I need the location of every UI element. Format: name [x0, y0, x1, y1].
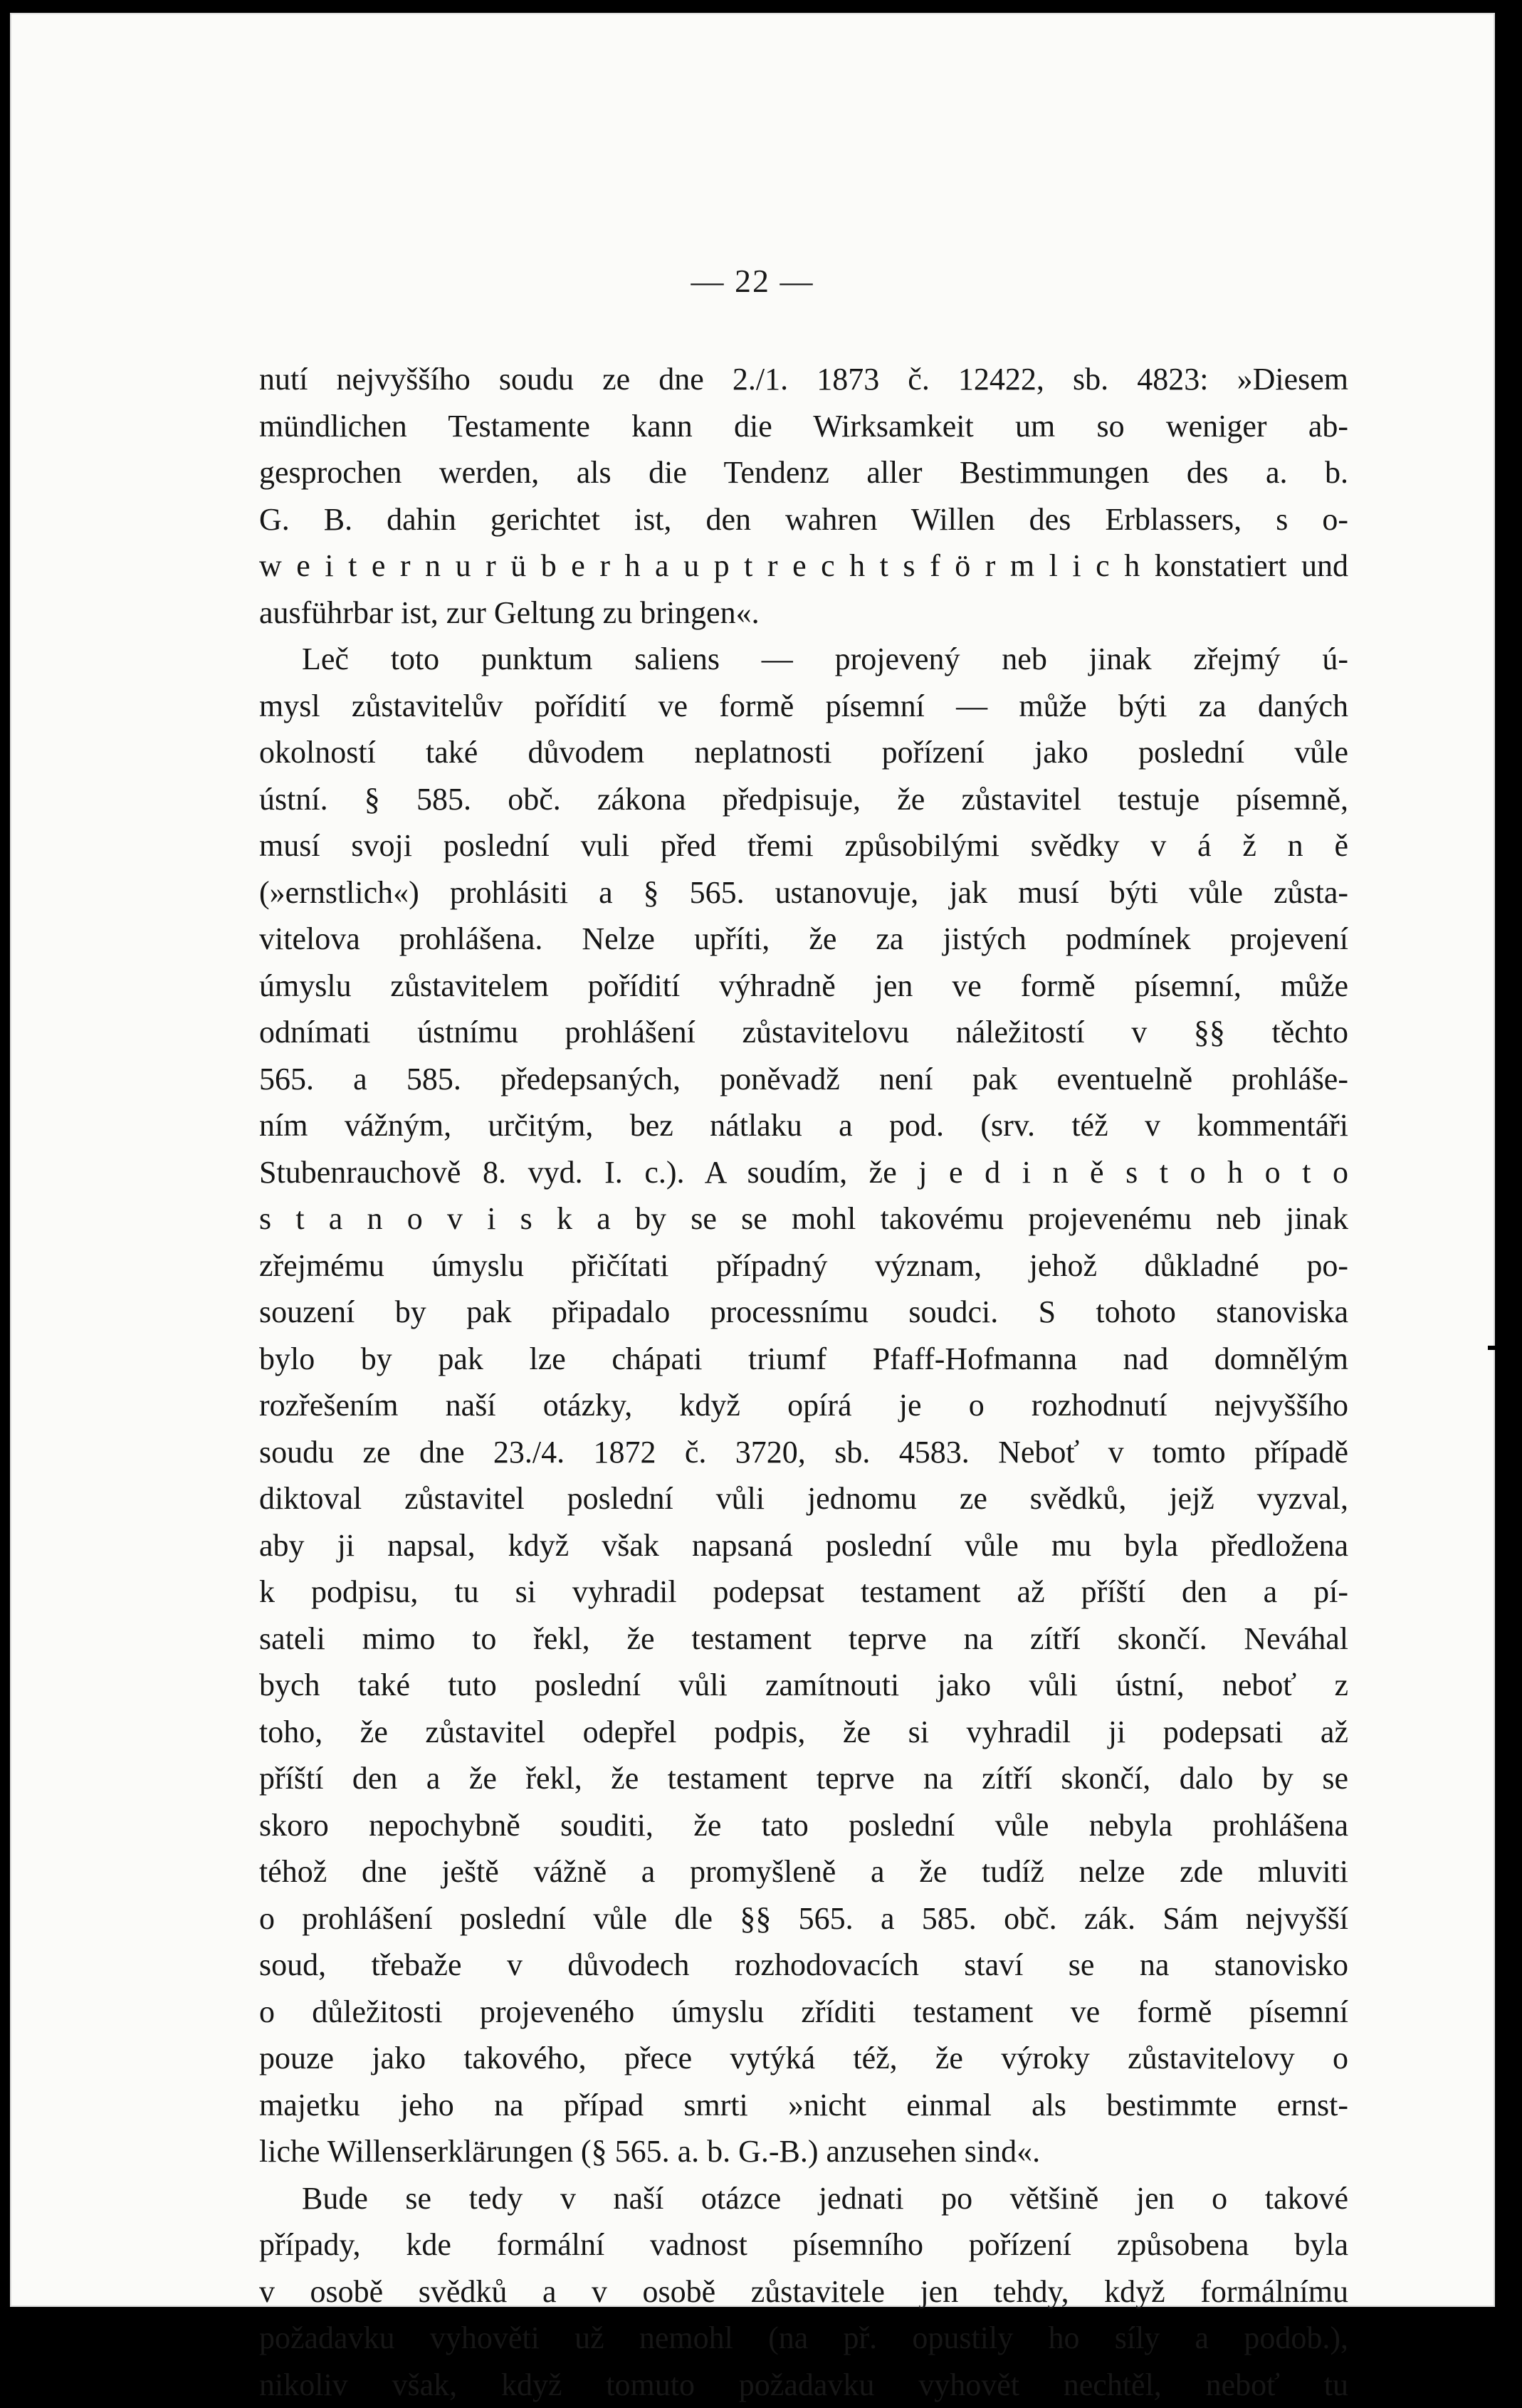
text-line: ním vážným, určitým, bez nátlaku a pod. (srv. též v kommentáři	[259, 1102, 1348, 1149]
text-line: soud, třebaže v důvodech rozhodovacích staví se na stanovisko	[259, 1942, 1348, 1989]
text-line: téhož dne ještě vážně a promyšleně a že tudíž nelze zde mluviti	[259, 1848, 1348, 1895]
text-line: v osobě svědků a v osobě zůstavitele jen tehdy, když formálnímu	[259, 2268, 1348, 2315]
text-line: Leč toto punktum saliens — projevený neb jinak zřejmý ú-	[259, 636, 1348, 683]
scan-edge-mark	[1488, 1346, 1503, 1350]
text-line: diktoval zůstavitel poslední vůli jednomu ze svědků, jejž vyzval,	[259, 1475, 1348, 1522]
text-line: zřejmému úmyslu přičítati případný význam, jehož důkladné po-	[259, 1242, 1348, 1289]
text-line: w e i t e r n u r ü b e r h a u p t r e c h t s f ö r m l i c h konstatiert und	[259, 543, 1348, 590]
text-line: okolností také důvodem neplatnosti pořízení jako poslední vůle	[259, 729, 1348, 776]
text-line: o důležitosti projeveného úmyslu zříditi testament ve formě písemní	[259, 1989, 1348, 2036]
text-line: bylo by pak lze chápati triumf Pfaff-Hofmanna nad domnělým	[259, 1336, 1348, 1383]
text-line: Stubenrauchově 8. vyd. I. c.). A soudím, že j e d i n ě s t o h o t o	[259, 1149, 1348, 1196]
text-line: mündlichen Testamente kann die Wirksamkeit um so weniger ab-	[259, 403, 1348, 450]
text-line: ausführbar ist, zur Geltung zu bringen«.	[259, 590, 1348, 637]
text-line: bych také tuto poslední vůli zamítnouti jako vůli ústní, neboť z	[259, 1662, 1348, 1709]
text-line: sateli mimo to řekl, že testament teprve na zítří skončí. Neváhal	[259, 1616, 1348, 1663]
text-line: pouze jako takového, přece vytýká též, že výroky zůstavitelovy o	[259, 2035, 1348, 2082]
text-line: úmyslu zůstavitelem pořídití výhradně jen ve formě písemní, může	[259, 963, 1348, 1010]
text-line: mysl zůstavitelův pořídití ve formě písemní — může býti za daných	[259, 683, 1348, 730]
text-line: souzení by pak připadalo processnímu soudci. S tohoto stanoviska	[259, 1289, 1348, 1336]
text-line: toho, že zůstavitel odepřel podpis, že si vyhradil ji podepsati až	[259, 1709, 1348, 1756]
text-line: Bude se tedy v naší otázce jednati po většině jen o takové	[259, 2175, 1348, 2222]
text-line: s t a n o v i s k a by se se mohl takovému projevenému neb jinak	[259, 1195, 1348, 1242]
text-line: ústní. § 585. obč. zákona předpisuje, že zůstavitel testuje písemně,	[259, 776, 1348, 823]
text-line: liche Willenserklärungen (§ 565. a. b. G.-B.) anzusehen sind«.	[259, 2128, 1348, 2175]
text-line: případy, kde formální vadnost písemního pořízení způsobena byla	[259, 2221, 1348, 2268]
text-line: odnímati ústnímu prohlášení zůstavitelovu náležitostí v §§ těchto	[259, 1009, 1348, 1056]
paragraph-1	[259, 356, 1348, 636]
text-line: nikoliv však, když tomuto požadavku vyhovět nechtěl, neboť tu	[259, 2362, 1348, 2408]
paragraph-3	[259, 2175, 1348, 2408]
text-line: G. B. dahin gerichtet ist, den wahren Willen des Erblassers, s o-	[259, 496, 1348, 543]
text-line: soudu ze dne 23./4. 1872 č. 3720, sb. 4583. Neboť v tomto případě	[259, 1429, 1348, 1476]
paragraph-2	[259, 636, 1348, 2175]
text-line: nutí nejvyššího soudu ze dne 2./1. 1873 č. 12422, sb. 4823: »Diesem	[259, 356, 1348, 403]
page-number: — 22 —	[10, 262, 1495, 300]
text-line: 565. a 585. předepsaných, poněvadž není pak eventuelně prohláše-	[259, 1056, 1348, 1103]
text-line: majetku jeho na případ smrti »nicht einmal als bestimmte ernst-	[259, 2082, 1348, 2129]
text-line: příští den a že řekl, že testament teprve na zítří skončí, dalo by se	[259, 1755, 1348, 1802]
text-line: o prohlášení poslední vůle dle §§ 565. a 585. obč. zák. Sám nejvyšší	[259, 1895, 1348, 1942]
text-line: požadavku vyhověti už nemohl (na př. opustily ho síly a podob.),	[259, 2315, 1348, 2362]
text-line: k podpisu, tu si vyhradil podepsat testament až příští den a pí-	[259, 1569, 1348, 1616]
text-line: skoro nepochybně souditi, že tato poslední vůle nebyla prohlášena	[259, 1802, 1348, 1849]
text-line: aby ji napsal, když však napsaná poslední vůle mu byla předložena	[259, 1522, 1348, 1569]
book-page	[10, 13, 1495, 2307]
text-line: gesprochen werden, als die Tendenz aller Bestimmungen des a. b.	[259, 449, 1348, 496]
text-line: rozřešením naší otázky, když opírá je o rozhodnutí nejvyššího	[259, 1382, 1348, 1429]
body-text	[259, 356, 1348, 2408]
text-line: vitelova prohlášena. Nelze upříti, že za jistých podmínek projevení	[259, 916, 1348, 963]
text-line: (»ernstlich«) prohlásiti a § 565. ustanovuje, jak musí býti vůle zůsta-	[259, 869, 1348, 916]
text-line: musí svoji poslední vuli před třemi způsobilými svědky v á ž n ě	[259, 822, 1348, 869]
